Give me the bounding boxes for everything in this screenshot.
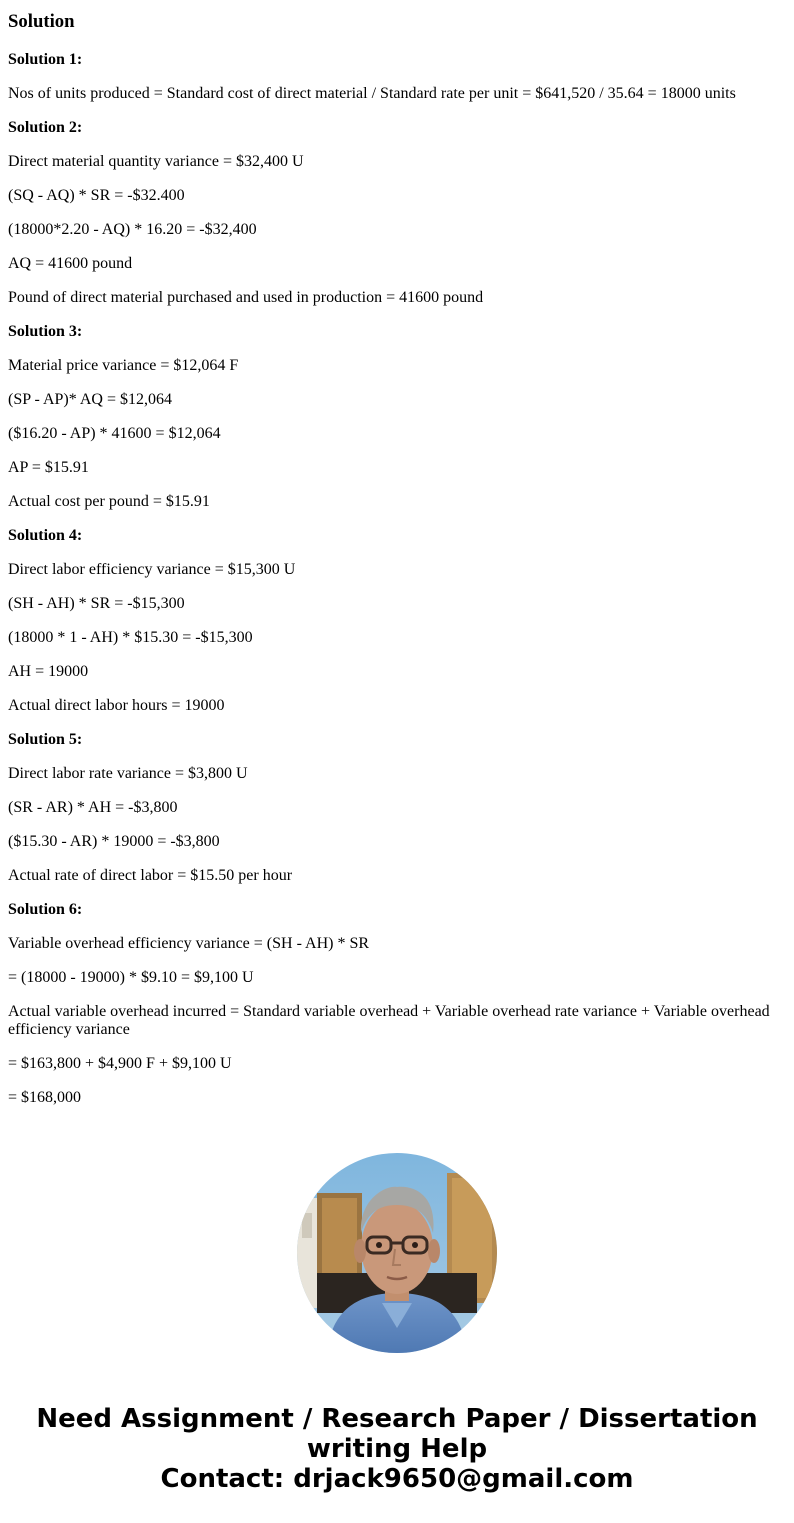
section-line: Direct labor rate variance = $3,800 U	[8, 765, 248, 782]
solution-2	[8, 119, 786, 307]
section-line: Actual variable overhead incurred = Standard variable overhead + Variable overhead rate variance + Variable overhead efficiency variance	[8, 1003, 770, 1038]
section-line: (SQ - AQ) * SR = -$32.400	[8, 187, 185, 204]
page-title: Solution	[8, 11, 75, 32]
footer-line: Need Assignment / Research Paper / Dissertation	[36, 1404, 758, 1434]
section-line: = $163,800 + $4,900 F + $9,100 U	[8, 1055, 232, 1072]
section-heading: Solution 2:	[8, 119, 83, 136]
section-line: Nos of units produced = Standard cost of direct material / Standard rate per unit = $641,520 / 35.64 = 18000 units	[8, 85, 736, 102]
section-line: Material price variance = $12,064 F	[8, 357, 239, 374]
solution-5	[8, 731, 786, 885]
section-line: (SP - AP)* AQ = $12,064	[8, 391, 173, 408]
section-line: Direct material quantity variance = $32,400 U	[8, 153, 304, 170]
section-line: = $168,000	[8, 1089, 82, 1106]
footer-line: writing Help	[306, 1434, 488, 1464]
section-line: = (18000 - 19000) * $9.10 = $9,100 U	[8, 969, 254, 986]
section-line: (18000*2.20 - AQ) * 16.20 = -$32,400	[8, 221, 257, 238]
section-heading: Solution 4:	[8, 527, 83, 544]
solution-1	[8, 51, 786, 103]
solution-4	[8, 527, 786, 715]
section-line: AH = 19000	[8, 663, 89, 680]
section-heading: Solution 1:	[8, 51, 83, 68]
section-line: AP = $15.91	[8, 459, 89, 476]
section-line: Variable overhead efficiency variance = (SH - AH) * SR	[8, 935, 370, 952]
author-photo	[297, 1153, 497, 1353]
contact-banner	[0, 1404, 794, 1494]
section-line: (SH - AH) * SR = -$15,300	[8, 595, 185, 612]
section-line: ($16.20 - AP) * 41600 = $12,064	[8, 425, 221, 442]
section-heading: Solution 6:	[8, 901, 83, 918]
section-line: (SR - AR) * AH = -$3,800	[8, 799, 178, 816]
solution-document	[8, 0, 786, 1107]
footer-contact: Contact: drjack9650@gmail.com	[160, 1464, 634, 1494]
solution-6	[8, 901, 786, 1107]
section-line: Pound of direct material purchased and used in production = 41600 pound	[8, 289, 484, 306]
section-heading: Solution 3:	[8, 323, 83, 340]
avatar	[297, 1153, 497, 1353]
section-line: AQ = 41600 pound	[8, 255, 133, 272]
section-line: Actual cost per pound = $15.91	[8, 493, 210, 510]
section-line: Actual direct labor hours = 19000	[8, 697, 225, 714]
section-line: Actual rate of direct labor = $15.50 per hour	[8, 867, 293, 884]
section-line: (18000 * 1 - AH) * $15.30 = -$15,300	[8, 629, 253, 646]
solution-3	[8, 323, 786, 511]
section-line: ($15.30 - AR) * 19000 = -$3,800	[8, 833, 220, 850]
section-heading: Solution 5:	[8, 731, 83, 748]
section-line: Direct labor efficiency variance = $15,300 U	[8, 561, 296, 578]
